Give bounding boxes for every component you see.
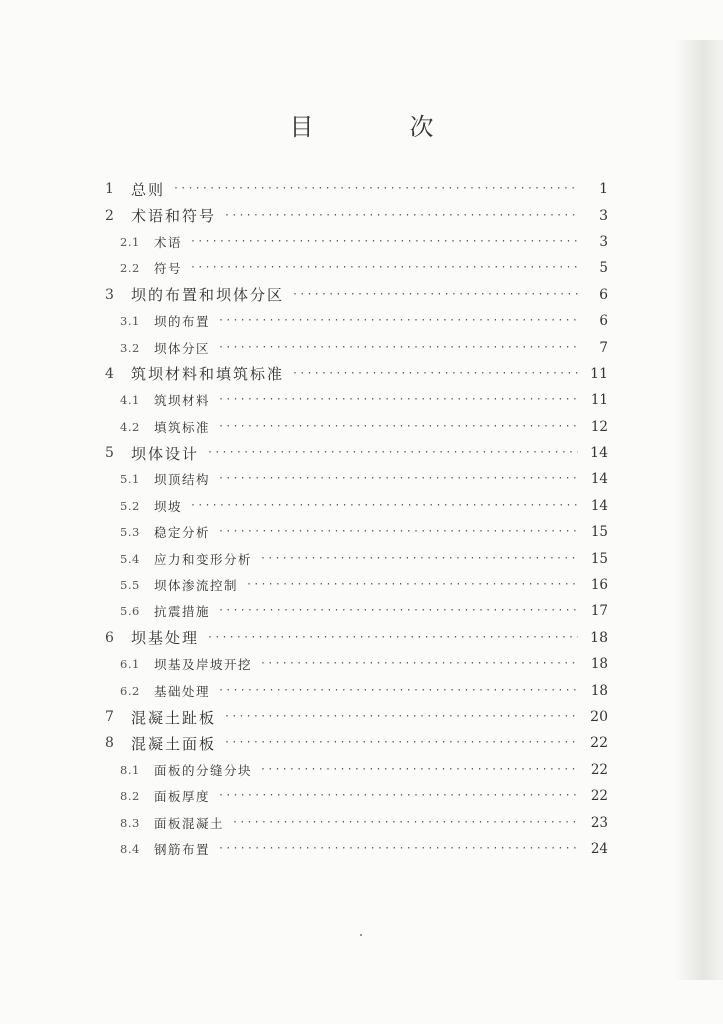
toc-entry-label: 坝顶结构 (154, 472, 211, 488)
toc-entry-number: 5.5 (120, 578, 140, 593)
toc-page-number: 3 (599, 233, 608, 250)
toc-entry-number: 8.1 (120, 762, 140, 777)
toc-dot-leader (218, 791, 578, 801)
toc-page-number: 18 (590, 656, 608, 673)
toc-dot-leader (218, 343, 578, 353)
toc-page-number: 15 (590, 550, 608, 567)
toc-entry-number: 8.2 (120, 789, 140, 804)
toc-entry-label: 坝体渗流控制 (154, 578, 239, 594)
toc-dot-leader (260, 765, 578, 775)
toc-page-number: 18 (590, 682, 608, 699)
toc-dot-leader (218, 844, 578, 854)
toc-section-entry[interactable] (103, 229, 608, 255)
toc-page-number: 22 (590, 735, 608, 752)
toc-chapter-entry[interactable] (103, 625, 608, 651)
toc-chapter-entry[interactable] (103, 282, 608, 308)
toc-section-entry[interactable] (103, 757, 608, 783)
toc-entry-number: 5.6 (120, 604, 140, 619)
toc-entry-label: 面板厚度 (154, 789, 211, 805)
toc-section-entry[interactable] (103, 493, 608, 519)
toc-entry-label: 总则 (131, 180, 166, 199)
toc-chapter-entry[interactable] (103, 176, 608, 202)
toc-entry-label: 坝基及岸坡开挖 (154, 657, 253, 673)
toc-section-entry[interactable] (103, 598, 608, 624)
toc-entry-number: 5 (105, 445, 114, 462)
scan-speck (360, 934, 362, 936)
toc-page-number: 7 (599, 339, 608, 356)
toc-chapter-entry[interactable] (103, 440, 608, 466)
toc-entry-number: 6.1 (120, 657, 140, 672)
toc-entry-label: 坝的布置 (154, 314, 211, 330)
toc-dot-leader (260, 554, 578, 564)
toc-page-number: 14 (590, 471, 608, 488)
toc-entry-label: 坝基处理 (131, 629, 200, 648)
toc-entry-number: 3.2 (120, 340, 140, 355)
toc-entry-number: 6 (105, 629, 114, 646)
table-of-contents (103, 176, 608, 862)
toc-dot-leader (224, 211, 578, 221)
toc-entry-label: 坝体分区 (154, 340, 211, 356)
toc-page-number: 17 (590, 603, 608, 620)
toc-entry-label: 筑坝材料和填筑标准 (131, 365, 285, 384)
toc-page-number: 16 (590, 577, 608, 594)
toc-entry-label: 填筑标准 (154, 419, 211, 435)
toc-page-number: 14 (590, 445, 608, 462)
toc-section-entry[interactable] (103, 651, 608, 677)
toc-dot-leader (292, 290, 578, 300)
toc-dot-leader (224, 712, 578, 722)
toc-section-entry[interactable] (103, 414, 608, 440)
toc-page-number: 15 (590, 524, 608, 541)
toc-dot-leader (292, 369, 578, 379)
toc-dot-leader (218, 686, 578, 696)
toc-page-number: 14 (590, 497, 608, 514)
toc-entry-label: 抗震措施 (154, 604, 211, 620)
toc-section-entry[interactable] (103, 308, 608, 334)
toc-entry-label: 筑坝材料 (154, 393, 211, 409)
toc-section-entry[interactable] (103, 809, 608, 835)
toc-dot-leader (218, 395, 578, 405)
toc-chapter-entry[interactable] (103, 202, 608, 228)
toc-entry-number: 5.1 (120, 472, 140, 487)
toc-entry-number: 4 (105, 365, 114, 382)
toc-dot-leader (218, 422, 578, 432)
toc-page-number: 23 (590, 814, 608, 831)
toc-entry-number: 2.1 (120, 234, 140, 249)
toc-entry-label: 基础处理 (154, 683, 211, 699)
toc-page-number: 11 (590, 365, 608, 382)
toc-page-number: 12 (590, 418, 608, 435)
toc-dot-leader (190, 237, 578, 247)
toc-dot-leader (218, 316, 578, 326)
toc-entry-number: 7 (105, 709, 114, 725)
toc-dot-leader (207, 448, 578, 458)
toc-dot-leader (190, 501, 578, 511)
toc-entry-number: 5.3 (120, 525, 140, 540)
toc-entry-number: 2 (105, 207, 114, 224)
toc-section-entry[interactable] (103, 783, 608, 809)
toc-entry-label: 钢筋布置 (154, 841, 211, 857)
toc-entry-number: 1 (105, 181, 114, 198)
toc-entry-label: 面板的分缝分块 (154, 762, 253, 778)
toc-entry-number: 6.2 (120, 683, 140, 698)
toc-entry-label: 术语和符号 (131, 207, 217, 226)
toc-dot-leader (207, 633, 578, 643)
toc-section-entry[interactable] (103, 677, 608, 703)
toc-section-entry[interactable] (103, 466, 608, 492)
toc-entry-label: 面板混凝土 (154, 815, 225, 831)
toc-entry-number: 5.2 (120, 498, 140, 513)
toc-page-number: 5 (599, 260, 608, 277)
toc-page-number: 20 (590, 709, 608, 725)
toc-dot-leader (218, 606, 578, 616)
toc-chapter-entry[interactable] (103, 730, 608, 756)
toc-page-number: 18 (590, 629, 608, 646)
page-edge-shadow (675, 40, 723, 980)
toc-section-entry[interactable] (103, 334, 608, 360)
toc-page-number: 24 (590, 840, 608, 857)
toc-entry-number: 8 (105, 735, 114, 752)
toc-entry-number: 3 (105, 286, 114, 303)
toc-page-number: 22 (590, 761, 608, 778)
toc-dot-leader (224, 738, 578, 748)
toc-section-entry[interactable] (103, 519, 608, 545)
toc-section-entry[interactable] (103, 387, 608, 413)
toc-chapter-entry[interactable] (103, 361, 608, 387)
toc-dot-leader (246, 580, 578, 590)
toc-entry-label: 坝体设计 (131, 444, 200, 463)
toc-dot-leader (232, 818, 578, 828)
toc-entry-number: 2.2 (120, 261, 140, 276)
toc-page-number: 6 (599, 286, 608, 303)
toc-entry-number: 5.4 (120, 551, 140, 566)
toc-dot-leader (218, 527, 578, 537)
toc-entry-number: 4.1 (120, 393, 140, 408)
toc-entry-number: 4.2 (120, 419, 140, 434)
toc-entry-label: 符号 (154, 261, 183, 277)
toc-page-number: 1 (599, 181, 608, 198)
toc-dot-leader (260, 659, 578, 669)
toc-page-number: 6 (599, 313, 608, 330)
toc-entry-label: 坝的布置和坝体分区 (131, 286, 285, 305)
toc-dot-leader (173, 184, 578, 194)
toc-section-entry[interactable] (103, 836, 608, 862)
toc-section-entry[interactable] (103, 545, 608, 571)
toc-entry-number: 3.1 (120, 314, 140, 329)
toc-entry-number: 8.3 (120, 815, 140, 830)
toc-entry-label: 混凝土趾板 (131, 708, 217, 727)
toc-entry-label: 混凝土面板 (131, 734, 217, 753)
toc-entry-label: 术语 (154, 234, 183, 250)
toc-dot-leader (218, 474, 578, 484)
toc-page-number: 22 (590, 788, 608, 805)
toc-page-number: 11 (590, 392, 608, 409)
toc-section-entry[interactable] (103, 572, 608, 598)
toc-page-number: 3 (599, 207, 608, 224)
toc-entry-label: 坝坡 (154, 498, 183, 514)
toc-entry-label: 稳定分析 (154, 525, 211, 541)
toc-dot-leader (190, 263, 578, 273)
toc-entry-label: 应力和变形分析 (154, 551, 253, 567)
toc-entry-number: 8.4 (120, 841, 140, 856)
toc-chapter-entry[interactable] (103, 704, 608, 730)
toc-section-entry[interactable] (103, 255, 608, 281)
page-title: 目 次 (289, 113, 470, 141)
